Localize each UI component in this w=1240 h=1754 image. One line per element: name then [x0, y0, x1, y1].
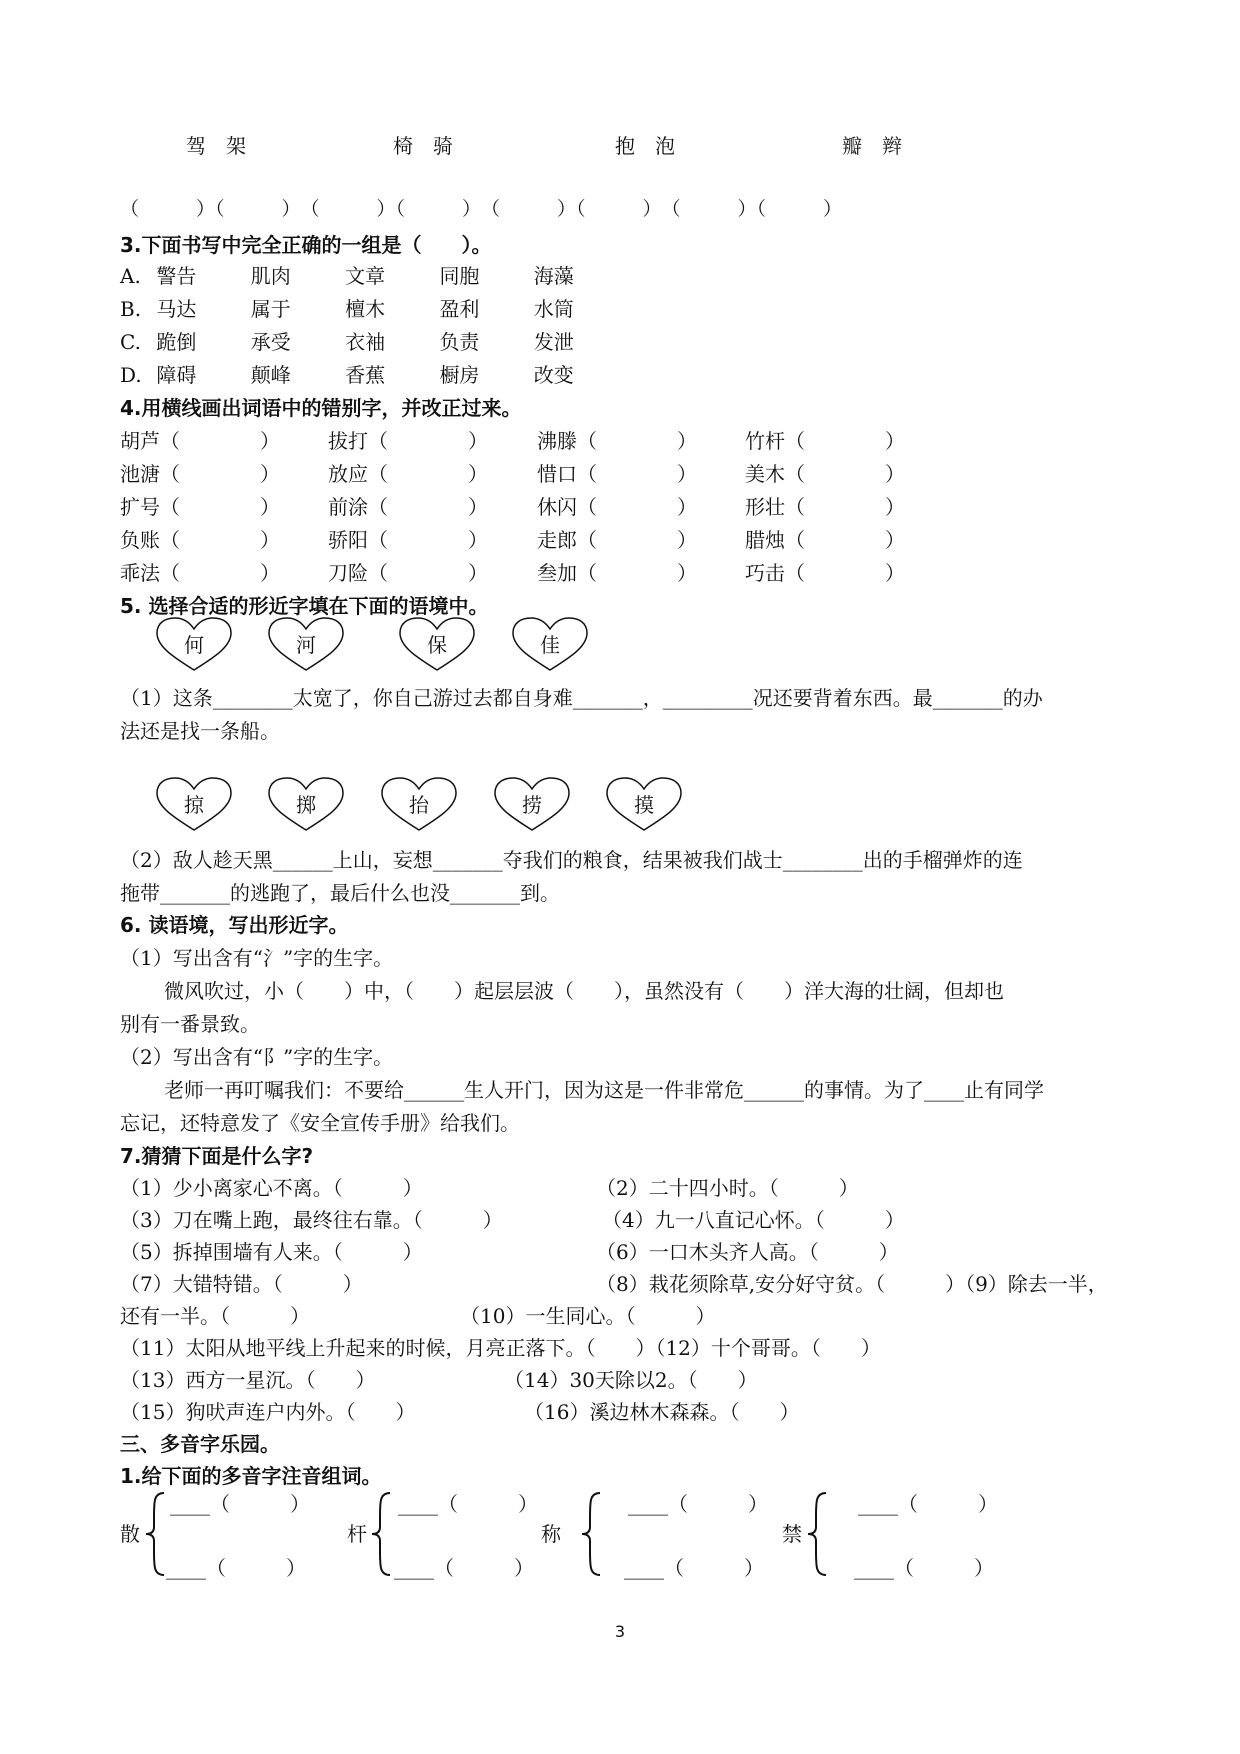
polyphone-char: 杆	[347, 1522, 367, 1546]
q4-item[interactable]: 走郎（ ）	[537, 528, 697, 552]
word: 水筒	[533, 297, 574, 321]
riddle[interactable]: （3）刀在嘴上跑，最终往右靠。（ ）	[120, 1208, 503, 1232]
pair-4: 瓣 辫	[842, 134, 902, 158]
q4-title: 4.用横线画出词语中的错别字，并改正过来。	[120, 396, 522, 420]
word: 文章	[345, 264, 386, 288]
word: 马达	[156, 297, 197, 321]
word: 海藻	[533, 264, 574, 288]
word: 同胞	[439, 264, 480, 288]
riddle[interactable]: （6）一口木头齐人高。（ ）	[596, 1240, 899, 1264]
heart-option[interactable]	[493, 776, 571, 832]
option-label: B.	[120, 297, 142, 321]
riddle[interactable]: 还有一半。（ ）	[120, 1304, 310, 1328]
heart-option[interactable]	[267, 776, 345, 832]
section-3-title: 三、多音字乐园。	[120, 1432, 280, 1456]
q4-item[interactable]: 腊烛（ ）	[745, 528, 905, 552]
heart-char: 抬	[409, 793, 429, 817]
word: 警告	[156, 264, 197, 288]
q3-title: 3.下面书写中完全正确的一组是（ ）。	[120, 233, 492, 257]
q6-para-1-line-1[interactable]: 微风吹过，小（ ）中，（ ）起层层波（ ），虽然没有（ ）洋大海的壮阔，但却也	[164, 979, 1004, 1003]
q5-title: 5. 选择合适的形近字填在下面的语境中。	[120, 594, 489, 618]
word: 橱房	[439, 363, 480, 387]
q6-sub-1: （1）写出含有“氵”字的生字。	[120, 946, 394, 970]
q5-sentence-2-line-1[interactable]: （2）敌人趁天黑______上山，妄想_______夺我们的粮食，结果被我们战士________出的手榴弹炸的连	[120, 848, 1023, 872]
q5-sentence-2-line-2[interactable]: 拖带_______的逃跑了，最后什么也没_______到。	[120, 881, 560, 905]
riddle[interactable]: （4）九一八直记心怀。（ ）	[602, 1208, 905, 1232]
heart-char: 保	[427, 633, 447, 657]
q4-item[interactable]: 形壮（ ）	[745, 495, 905, 519]
q4-item[interactable]: 胡芦（ ）	[120, 429, 280, 453]
word: 属于	[250, 297, 291, 321]
word: 跪倒	[156, 330, 197, 354]
riddle[interactable]: （14）30天除以2。（ ）	[504, 1368, 758, 1392]
heart-char: 掠	[184, 793, 204, 817]
riddle[interactable]: （10）一生同心。（ ）	[460, 1304, 716, 1328]
word: 檀木	[345, 297, 386, 321]
q5-sentence-1-line-2: 法还是找一条船。	[120, 719, 280, 743]
polyphone-blank[interactable]: ____（ ）	[166, 1556, 306, 1580]
polyphone-blank[interactable]: ____（ ）	[170, 1492, 310, 1516]
riddle[interactable]: （2）二十四小时。（ ）	[596, 1176, 859, 1200]
polyphone-char: 称	[541, 1522, 561, 1546]
heart-option[interactable]	[155, 616, 233, 672]
q3-option-b[interactable]	[120, 299, 622, 319]
q4-item[interactable]: 沸滕（ ）	[537, 429, 697, 453]
q4-item[interactable]: 拔打（ ）	[328, 429, 488, 453]
q4-item[interactable]: 竹杆（ ）	[745, 429, 905, 453]
polyphone-blank[interactable]: ____（ ）	[628, 1492, 768, 1516]
q6-para-2-line-1[interactable]: 老师一再叮嘱我们：不要给______生人开门，因为这是一件非常危______的事情。为了____止有同学	[164, 1078, 1044, 1102]
word: 障碍	[156, 363, 197, 387]
q4-item[interactable]: 惜口（ ）	[537, 462, 697, 486]
q4-item[interactable]: 美木（ ）	[745, 462, 905, 486]
heart-option[interactable]	[155, 776, 233, 832]
polyphone-blank[interactable]: ____（ ）	[624, 1556, 764, 1580]
q4-item[interactable]: 巧击（ ）	[745, 561, 905, 585]
riddle[interactable]: （8）栽花须除草,安分好守贫。（ ）（9）除去一半，	[596, 1272, 1108, 1296]
heart-option[interactable]	[398, 616, 476, 672]
heart-option[interactable]	[605, 776, 683, 832]
polyphone-blank[interactable]: ____（ ）	[394, 1556, 534, 1580]
word: 颠峰	[250, 363, 291, 387]
left-brace-icon	[144, 1491, 166, 1577]
q6-para-2-line-2: 忘记，还特意发了《安全宣传手册》给我们。	[120, 1111, 520, 1135]
polyphone-blank[interactable]: ____（ ）	[858, 1492, 998, 1516]
pair-2: 椅 骑	[393, 134, 453, 158]
riddle[interactable]: （5）拆掉围墙有人来。（ ）	[120, 1240, 423, 1264]
heart-char: 掷	[296, 793, 316, 817]
riddle[interactable]: （16）溪边林木森森。（ ）	[524, 1400, 800, 1424]
riddle[interactable]: （1）少小离家心不离。（ ）	[120, 1176, 423, 1200]
word: 承受	[250, 330, 291, 354]
page-number: 3	[614, 1622, 626, 1641]
pair-3: 抱 泡	[615, 134, 675, 158]
polyphone-char: 散	[120, 1522, 140, 1546]
polyphone-blank[interactable]: ____（ ）	[854, 1556, 994, 1580]
q3-option-c[interactable]	[120, 332, 622, 352]
word: 发泄	[533, 330, 574, 354]
left-brace-icon	[806, 1491, 828, 1577]
answer-paren-row[interactable]: （ ）（ ） （ ）（ ） （ ）（ ） （ ）（ ）	[120, 198, 843, 220]
word: 负责	[439, 330, 480, 354]
riddle[interactable]: （7）大错特错。（ ）	[120, 1272, 363, 1296]
heart-char: 河	[296, 633, 316, 657]
q6-para-1-line-2: 别有一番景致。	[120, 1012, 260, 1036]
q4-item[interactable]: 扩号（ ）	[120, 495, 280, 519]
q7-title: 7.猜猜下面是什么字?	[120, 1144, 314, 1168]
heart-char: 捞	[522, 793, 542, 817]
sec3-q1-title: 1.给下面的多音字注音组词。	[120, 1464, 382, 1488]
left-brace-icon	[370, 1491, 392, 1577]
q4-item[interactable]: 负账（ ）	[120, 528, 280, 552]
q4-item[interactable]: 前涂（ ）	[328, 495, 488, 519]
word: 盈利	[439, 297, 480, 321]
heart-option[interactable]	[267, 616, 345, 672]
pair-1: 驾 架	[186, 134, 246, 158]
word: 衣袖	[345, 330, 386, 354]
q4-item[interactable]: 刀险（ ）	[328, 561, 488, 585]
word: 香蕉	[345, 363, 386, 387]
riddle[interactable]: （13）西方一星沉。（ ）	[120, 1368, 376, 1392]
q4-item[interactable]: 骄阳（ ）	[328, 528, 488, 552]
q3-option-a[interactable]	[120, 266, 622, 286]
q3-option-d[interactable]	[120, 365, 622, 385]
q4-item[interactable]: 乖法（ ）	[120, 561, 280, 585]
heart-char: 何	[184, 633, 204, 657]
q6-title: 6. 读语境，写出形近字。	[120, 913, 349, 937]
q4-item[interactable]: 池溏（ ）	[120, 462, 280, 486]
q4-item[interactable]: 放应（ ）	[328, 462, 488, 486]
option-label: D.	[120, 363, 142, 387]
q6-sub-2: （2）写出含有“阝”字的生字。	[120, 1045, 394, 1069]
q4-item[interactable]: 叁加（ ）	[537, 561, 697, 585]
heart-char: 摸	[634, 793, 654, 817]
option-label: C.	[120, 330, 141, 354]
q4-item[interactable]: 休闪（ ）	[537, 495, 697, 519]
word: 改变	[533, 363, 574, 387]
heart-char: 佳	[540, 633, 560, 657]
riddle[interactable]: （15）狗吠声连户内外。（ ）	[120, 1400, 416, 1424]
q5-sentence-1-line-1[interactable]: （1）这条________太宽了，你自己游过去都自身难_______，_________况还要背着东西。最_______的办	[120, 686, 1043, 710]
option-label: A.	[120, 264, 141, 288]
heart-option[interactable]	[380, 776, 458, 832]
word: 肌肉	[250, 264, 291, 288]
heart-option[interactable]	[511, 616, 589, 672]
polyphone-blank[interactable]: ____（ ）	[398, 1492, 538, 1516]
left-brace-icon	[580, 1491, 602, 1577]
polyphone-char: 禁	[782, 1522, 802, 1546]
riddle[interactable]: （11）太阳从地平线上升起来的时候，月亮正落下。（ ）（12）十个哥哥。（ ）	[120, 1336, 881, 1360]
